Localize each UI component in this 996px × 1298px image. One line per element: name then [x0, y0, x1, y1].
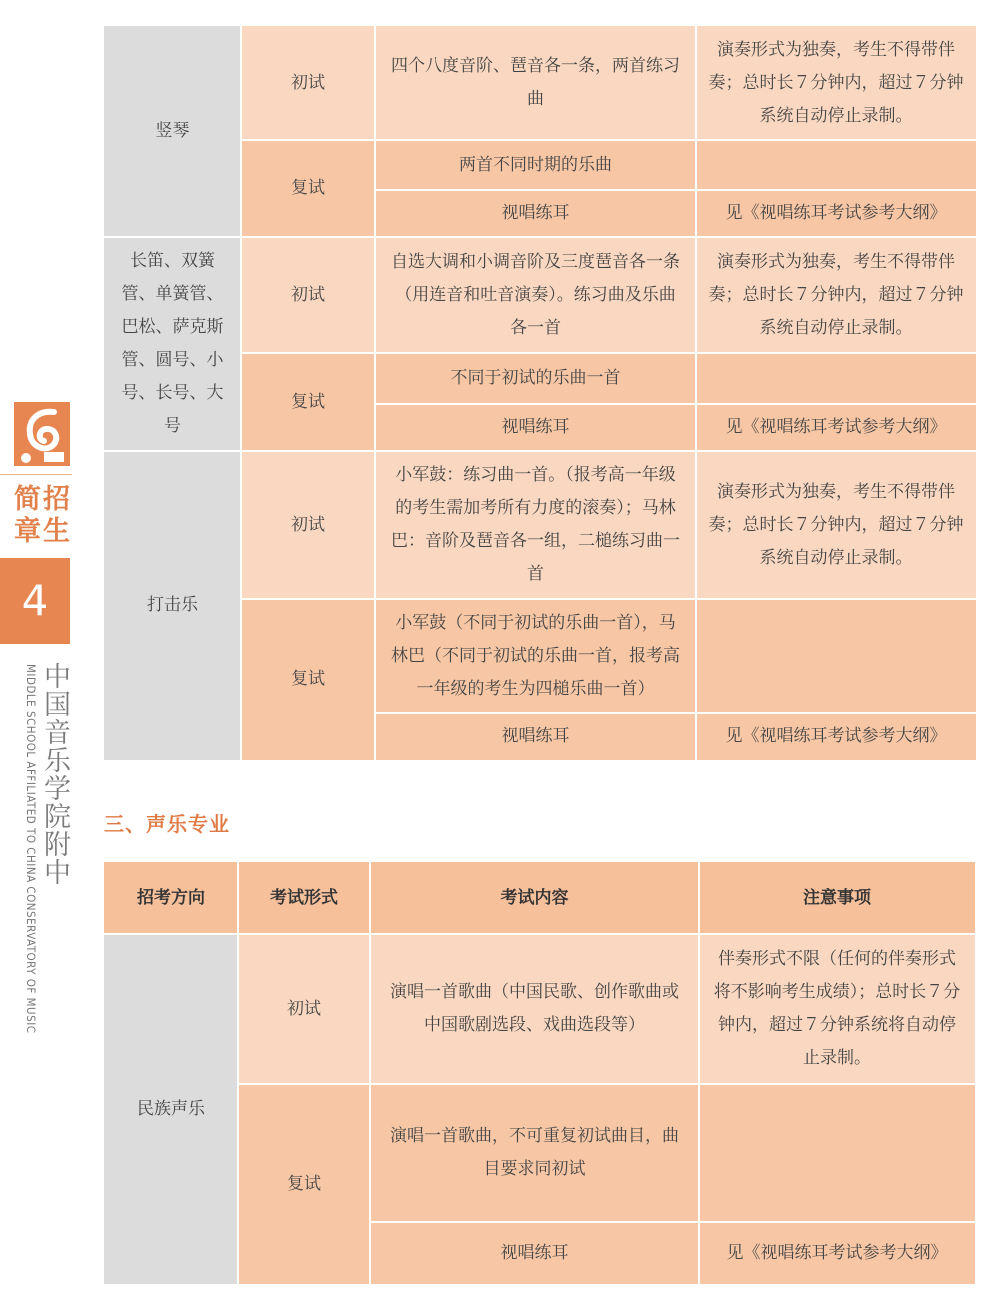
exam-content: 小军鼓：练习曲一首。（报考高一年级的考生需加考所有力度的滚奏）；马林巴：音阶及琶音各一组，二槌练习曲一首 [375, 451, 696, 599]
grid-line [104, 933, 975, 935]
sidebar [0, 0, 100, 1298]
grid-line [240, 26, 242, 760]
exam-note-empty [696, 599, 976, 713]
exam-content: 两首不同时期的乐曲 [375, 140, 696, 190]
brochure-tag-line2: 章生 [14, 516, 72, 547]
exam-content: 四个八度音阶、琶音各一条，两首练习曲 [375, 26, 696, 140]
exam-note: 见《视唱练耳考试参考大纲》 [699, 1222, 975, 1284]
school-logo-icon [14, 402, 70, 466]
exam-form-prelim: 初试 [238, 934, 370, 1084]
grid-line [104, 450, 976, 452]
exam-note: 伴奏形式不限（任何的伴奏形式将不影响考生成绩）；总时长７分钟内，超过７分钟系统将自动停止录制。 [699, 934, 975, 1084]
direction-harp: 竖琴 [104, 26, 241, 237]
header-content: 考试内容 [370, 862, 699, 934]
exam-content: 演唱一首歌曲，不可重复初试曲目，曲目要求同初试 [370, 1084, 699, 1222]
exam-content: 视唱练耳 [375, 713, 696, 760]
grid-line [375, 403, 976, 405]
grid-line [104, 236, 976, 238]
grid-line [695, 26, 697, 760]
exam-form-final: 复试 [238, 1084, 370, 1284]
grid-line [375, 189, 976, 191]
exam-content: 视唱练耳 [370, 1222, 699, 1284]
exam-note: 见《视唱练耳考试参考大纲》 [696, 404, 976, 451]
section-title-vocal: 三、声乐专业 [104, 812, 230, 836]
exam-note-empty [696, 140, 976, 190]
exam-note: 演奏形式为独奏，考生不得带伴奏；总时长７分钟内，超过７分钟系统自动停止录制。 [696, 237, 976, 353]
grid-line [375, 712, 976, 714]
direction-folk-vocal: 民族声乐 [104, 934, 238, 1284]
exam-content: 不同于初试的乐曲一首 [375, 353, 696, 404]
grid-line [241, 352, 976, 354]
exam-form-prelim: 初试 [241, 26, 375, 140]
grid-line [241, 598, 976, 600]
exam-note: 见《视唱练耳考试参考大纲》 [696, 713, 976, 760]
exam-note: 演奏形式为独奏，考生不得带伴奏；总时长７分钟内，超过７分钟系统自动停止录制。 [696, 451, 976, 599]
grid-line [374, 26, 376, 760]
grid-line [241, 139, 976, 141]
direction-wind: 长笛、双簧管、单簧管、巴松、萨克斯管、圆号、小号、长号、大号 [104, 237, 241, 451]
school-name-cn: 中国音乐学院附中 [39, 662, 70, 886]
header-form: 考试形式 [238, 862, 370, 934]
exam-content: 演唱一首歌曲（中国民歌、创作歌曲或中国歌剧选段、戏曲选段等） [370, 934, 699, 1084]
exam-form-final: 复试 [241, 140, 375, 237]
grid-line [238, 1083, 975, 1085]
exam-form-prelim: 初试 [241, 451, 375, 599]
exam-content: 视唱练耳 [375, 404, 696, 451]
exam-form-final: 复试 [241, 599, 375, 760]
brochure-tag-line1: 简招 [14, 484, 72, 515]
grid-line [370, 1221, 975, 1223]
exam-form-final: 复试 [241, 353, 375, 451]
school-name-en: MIDDLE SCHOOL AFFILIATED TO CHINA CONSERVATORY OF MUSIC [24, 664, 38, 1034]
sidebar-divider [0, 474, 72, 475]
brochure-tag [14, 484, 74, 548]
exam-content: 自选大调和小调音阶及三度琶音各一条（用连音和吐音演奏）。练习曲及乐曲各一首 [375, 237, 696, 353]
exam-content: 视唱练耳 [375, 190, 696, 237]
grid-line [237, 862, 239, 1284]
exam-content: 小军鼓（不同于初试的乐曲一首），马林巴（不同于初试的乐曲一首，报考高一年级的考生为四槌乐曲一首） [375, 599, 696, 713]
exam-form-prelim: 初试 [241, 237, 375, 353]
exam-note-empty [699, 1084, 975, 1222]
direction-percussion: 打击乐 [104, 451, 241, 760]
page-number: 4 [0, 558, 70, 644]
exam-note: 演奏形式为独奏，考生不得带伴奏；总时长７分钟内，超过７分钟系统自动停止录制。 [696, 26, 976, 140]
exam-note-empty [696, 353, 976, 404]
header-direction: 招考方向 [104, 862, 238, 934]
header-notes: 注意事项 [699, 862, 975, 934]
exam-note: 见《视唱练耳考试参考大纲》 [696, 190, 976, 237]
